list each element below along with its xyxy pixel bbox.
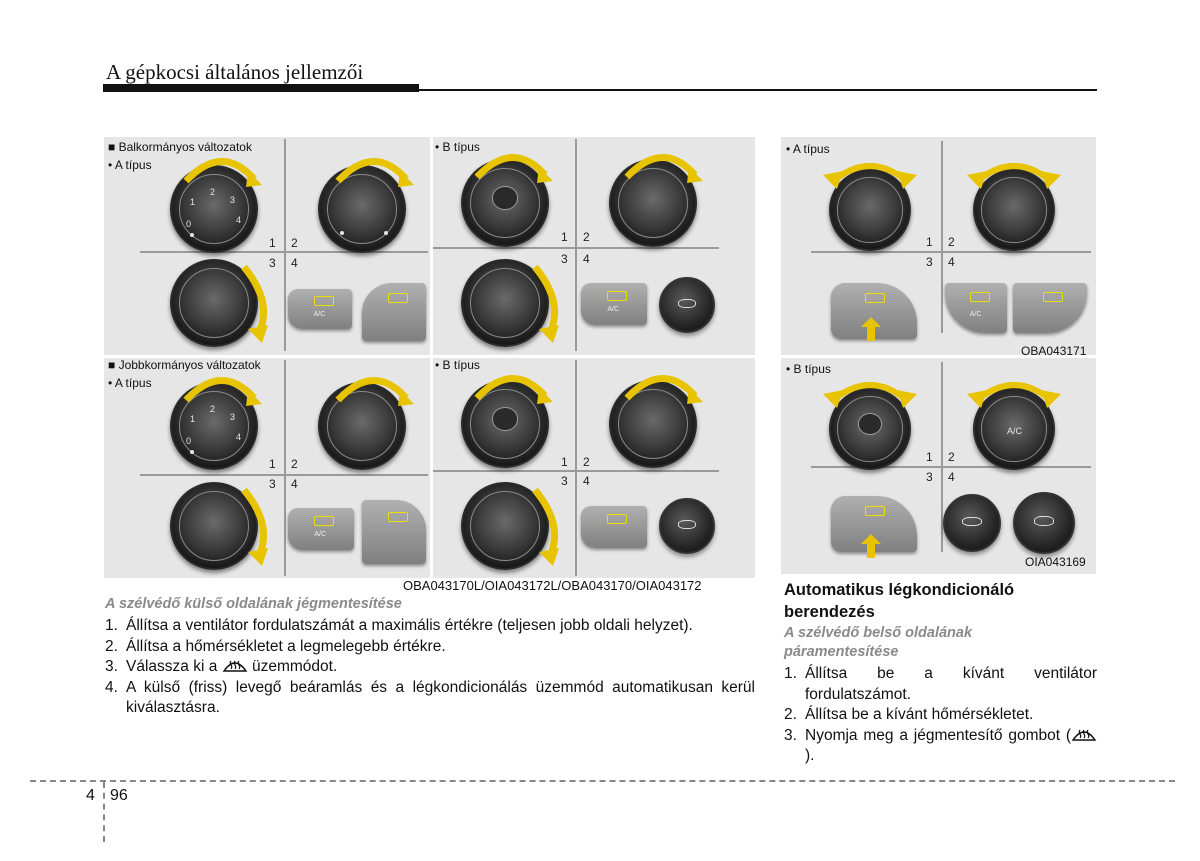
defrost-icon — [314, 296, 334, 306]
list-number: 1. — [105, 617, 118, 634]
ac-label: A/C — [1007, 426, 1023, 436]
list-text: Állítsa a hőmérsékletet a legmelegebb értékre. — [126, 637, 446, 655]
knob-ring — [179, 268, 250, 339]
cell-number: 2 — [291, 236, 298, 250]
knob-dot — [340, 231, 344, 235]
divider — [140, 251, 428, 253]
cell-number: 4 — [291, 256, 298, 270]
ac-label: A/C — [969, 310, 982, 318]
ac-label: A/C — [607, 306, 620, 314]
rotate-arrow-icon — [531, 486, 561, 566]
divider — [941, 141, 943, 333]
press-arrow-icon — [861, 317, 881, 341]
figure-left — [104, 137, 755, 578]
defrost-button-panel — [581, 283, 647, 325]
list-text: ). — [805, 747, 815, 764]
list-text: Állítsa a ventilátor fordulatszámát a maximális értékre (teljesen jobb oldali helyzet). — [126, 617, 693, 634]
footer-divider — [103, 782, 105, 842]
defrost-button-panel — [362, 500, 426, 564]
list-text: Válassza ki a — [126, 658, 218, 675]
divider — [284, 139, 286, 351]
list-number: 3. — [784, 726, 797, 744]
rotate-both-arrow-icon — [821, 153, 919, 189]
figure-quadrant — [433, 358, 755, 578]
list-number: 2. — [105, 637, 118, 655]
figure-right-bottom — [781, 358, 1096, 574]
defrost-button-panel — [1013, 283, 1087, 333]
knob-dot — [190, 233, 194, 237]
rotate-arrow-icon — [334, 149, 414, 189]
cell-number: 4 — [583, 474, 590, 488]
ac-label: A/C — [314, 531, 327, 539]
fan-tick: 0 — [186, 436, 192, 446]
ac-icon — [962, 517, 981, 527]
figure-quadrant — [104, 137, 430, 355]
fan-tick: 1 — [190, 414, 196, 424]
rotate-both-arrow-icon — [965, 372, 1063, 408]
cell-number: 4 — [948, 470, 955, 484]
figure-code: OIA043169 — [1025, 555, 1086, 569]
rotate-arrow-icon — [473, 145, 553, 185]
defrost-button-panel — [288, 508, 354, 550]
recirculation-button — [492, 407, 519, 431]
divider — [575, 360, 577, 576]
list-item — [105, 637, 755, 658]
right-instructions — [784, 664, 1097, 767]
figure-right-top — [781, 137, 1096, 355]
list-number: 2. — [784, 706, 797, 723]
recirculation-icon — [678, 299, 697, 308]
cell-number: 1 — [926, 235, 933, 249]
cell-number: 1 — [926, 450, 933, 464]
defrost-icon — [388, 293, 408, 303]
list-text: A külső (friss) levegő beáramlás és a légkondicionálás üzemmód automatikusan kerül kiválasztásra. — [126, 678, 755, 716]
cell-number: 2 — [948, 235, 955, 249]
defrost-button-icon — [1071, 726, 1097, 742]
recirculation-icon — [678, 520, 697, 529]
list-item — [784, 726, 1097, 767]
header-bar — [103, 84, 419, 92]
section-label-lhd: ■ Balkormányos változatok — [108, 140, 252, 154]
fan-tick: 3 — [230, 412, 236, 422]
fan-tick: 2 — [210, 187, 216, 197]
left-subhead: A szélvédő külső oldalának jégmentesítése — [105, 596, 402, 612]
knob-ring — [470, 268, 541, 339]
rotate-arrow-icon — [182, 368, 262, 408]
rotate-both-arrow-icon — [965, 153, 1063, 189]
cell-number: 3 — [561, 252, 568, 266]
fan-tick: 4 — [236, 432, 242, 442]
cell-number: 3 — [926, 470, 933, 484]
cell-number: 3 — [269, 256, 276, 270]
list-number: 4. — [105, 678, 118, 696]
type-label: • B típus — [435, 140, 480, 154]
defrost-icon — [607, 514, 627, 524]
list-item — [105, 678, 755, 719]
cell-number: 1 — [561, 230, 568, 244]
divider — [575, 139, 577, 351]
cell-number: 3 — [269, 477, 276, 491]
type-label: • A típus — [108, 158, 152, 172]
cell-number: 2 — [948, 450, 955, 464]
divider — [140, 474, 428, 476]
press-arrow-icon — [861, 534, 881, 558]
figure-quadrant — [104, 358, 430, 578]
fan-tick: 0 — [186, 219, 192, 229]
fan-tick: 1 — [190, 197, 196, 207]
list-text: üzemmódot. — [251, 658, 338, 675]
knob-ring — [470, 491, 541, 562]
recirculation-knob — [659, 277, 715, 333]
right-subhead: A szélvédő belső oldalának páramentesítése — [784, 625, 973, 660]
cell-number: 3 — [926, 255, 933, 269]
rotate-both-arrow-icon — [821, 372, 919, 408]
list-text: Állítsa be a kívánt ventilátor fordulatszámot. — [805, 665, 1097, 703]
recirculation-knob — [659, 498, 715, 554]
cell-number: 2 — [291, 457, 298, 471]
defrost-icon — [314, 516, 334, 526]
cell-number: 1 — [269, 236, 276, 250]
rotate-arrow-icon — [623, 366, 703, 406]
fan-knob — [1013, 492, 1075, 554]
rotate-arrow-icon — [531, 263, 561, 343]
fan-tick: 4 — [236, 215, 242, 225]
cell-number: 4 — [583, 252, 590, 266]
fan-tick: 3 — [230, 195, 236, 205]
recirculation-button — [492, 186, 519, 210]
defrost-icon — [865, 506, 885, 516]
rotate-arrow-icon — [334, 368, 414, 408]
defrost-button-panel — [288, 289, 352, 329]
type-label: • A típus — [108, 376, 152, 390]
figure-quadrant — [433, 137, 755, 355]
cell-number: 1 — [269, 457, 276, 471]
page-header-title: A gépkocsi általános jellemzői — [106, 60, 364, 84]
chapter-number: 4 — [86, 787, 95, 804]
figure-code: OBA043171 — [1021, 344, 1087, 355]
recirculation-icon — [1034, 516, 1055, 526]
defrost-button-panel — [581, 506, 647, 548]
defrost-icon — [607, 291, 627, 301]
defrost-button-panel — [362, 283, 426, 341]
page-number: 96 — [110, 787, 128, 804]
footer-rule — [30, 780, 1175, 782]
ac-knob — [943, 494, 1001, 552]
rotate-arrow-icon — [623, 145, 703, 185]
list-text: Nyomja meg a jégmentesítő gombot ( — [805, 726, 1071, 744]
defrost-button-panel — [945, 283, 1007, 333]
cell-number: 4 — [948, 255, 955, 269]
cell-number: 3 — [561, 474, 568, 488]
list-number: 1. — [784, 665, 797, 682]
cell-number: 2 — [583, 455, 590, 469]
list-text: Állítsa be a kívánt hőmérsékletet. — [805, 706, 1034, 723]
fan-tick: 2 — [210, 404, 216, 414]
list-item — [105, 616, 755, 637]
rotate-arrow-icon — [473, 366, 553, 406]
defrost-icon — [970, 292, 990, 302]
list-number: 3. — [105, 658, 118, 675]
section-label-rhd: ■ Jobbkormányos változatok — [108, 358, 261, 372]
ac-label: A/C — [313, 311, 326, 318]
knob-dot — [190, 450, 194, 454]
left-instructions — [105, 616, 755, 719]
type-label: • A típus — [786, 142, 830, 156]
divider — [433, 247, 719, 249]
header-rule — [419, 89, 1097, 91]
defrost-icon — [865, 293, 885, 303]
list-item — [105, 657, 755, 678]
divider — [433, 470, 719, 472]
cell-number: 1 — [561, 455, 568, 469]
list-item — [784, 705, 1097, 726]
section-title: Automatikus légkondicionáló berendezés — [784, 581, 1015, 621]
figure-code: OBA043170L/OIA043172L/OBA043170/OIA043172 — [403, 578, 702, 593]
list-item — [784, 664, 1097, 705]
knob-ring — [179, 491, 250, 562]
cell-number: 2 — [583, 230, 590, 244]
rotate-arrow-icon — [240, 486, 270, 566]
type-label: • B típus — [435, 358, 480, 372]
defrost-icon — [1043, 292, 1063, 302]
defrost-mode-icon — [222, 657, 248, 673]
defrost-icon — [388, 512, 408, 522]
divider — [811, 251, 1091, 253]
rotate-arrow-icon — [240, 263, 270, 343]
rotate-arrow-icon — [182, 149, 262, 189]
divider — [284, 360, 286, 576]
knob-dot — [384, 231, 388, 235]
type-label: • B típus — [786, 362, 831, 376]
cell-number: 4 — [291, 477, 298, 491]
